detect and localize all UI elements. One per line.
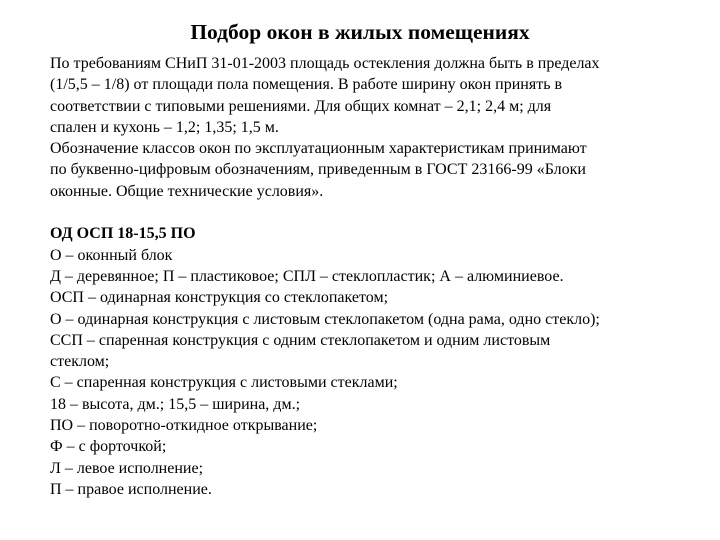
slide-title: Подбор окон в жилых помещениях	[190, 20, 530, 44]
legend-line: Ф – с форточкой;	[50, 438, 167, 456]
legend-line: Л – левое исполнение;	[50, 459, 204, 477]
legend-line: стеклом;	[50, 353, 110, 371]
legend-line: ОСП – одинарная конструкция со стеклопакетом;	[50, 289, 389, 307]
designation-example: ОД ОСП 18-15,5 ПО	[50, 225, 196, 243]
legend-line: О – одинарная конструкция с листовым стеклопакетом (одна рама, одно стекло);	[50, 310, 600, 328]
classification-line: по буквенно-цифровым обозначениям, приведенным в ГОСТ 23166-99 «Блоки	[50, 161, 586, 179]
legend-line: П – правое исполнение.	[50, 480, 212, 498]
intro-line: (1/5,5 – 1/8) от площади пола помещения. В работе ширину окон принять в	[50, 76, 563, 94]
legend-line: ПО – поворотно-откидное открывание;	[50, 417, 318, 435]
intro-line: По требованиям СНиП 31-01-2003 площадь остекления должна быть в пределах	[50, 55, 600, 72]
slide-body	[50, 53, 690, 500]
legend-line: ССП – спаренная конструкция с одним стеклопакетом и одним листовым	[50, 331, 551, 349]
legend-line: О – оконный блок	[50, 246, 173, 264]
classification-line: оконные. Общие технические условия».	[50, 182, 324, 200]
intro-paragraph	[50, 53, 690, 138]
intro-line: спален и кухонь – 1,2; 1,35; 1,5 м.	[50, 118, 279, 136]
legend-line: 18 – высота, дм.; 15,5 – ширина, дм.;	[50, 395, 301, 413]
classification-line: Обозначение классов окон по эксплуатационным характеристикам принимают	[50, 140, 587, 158]
designation-legend	[50, 245, 690, 501]
legend-line: С – спаренная конструкция с листовыми стеклами;	[50, 374, 398, 392]
classification-paragraph	[50, 138, 690, 202]
legend-line: Д – деревянное; П – пластиковое; СПЛ – стеклопластик; А – алюминиевое.	[50, 267, 564, 285]
intro-line: соответствии с типовыми решениями. Для общих комнат – 2,1; 2,4 м; для	[50, 97, 552, 115]
paragraph-spacer	[50, 202, 690, 223]
